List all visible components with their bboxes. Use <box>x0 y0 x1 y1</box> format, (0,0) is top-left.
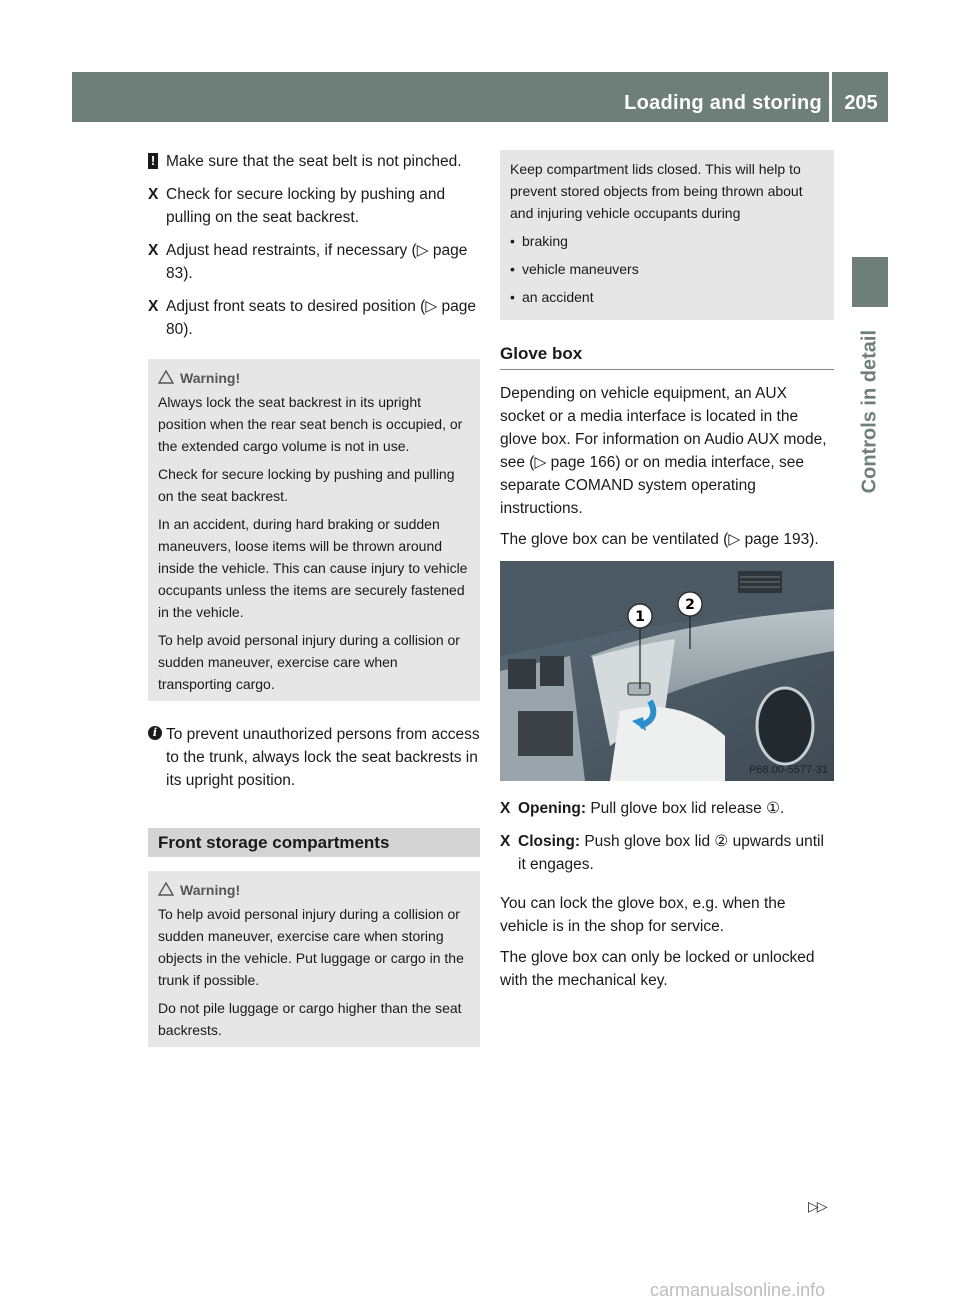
step-arrow-icon: X <box>500 800 511 817</box>
warning-text: To help avoid personal injury during a collision or sudden maneuver, exercise care when transporting cargo. <box>158 632 460 692</box>
callout-2-label: 2 <box>685 597 695 613</box>
step-item: X Opening: Pull glove box lid release ①. <box>500 797 834 820</box>
glove-box-figure <box>500 561 834 781</box>
warning-triangle-icon <box>158 882 174 896</box>
notice-text: Keep compartment lids closed. This will help to prevent stored objects from being thrown about and injuring vehicle occupants during <box>510 161 803 221</box>
warning-heading: Warning! <box>158 367 472 389</box>
glove-box-heading: Glove box <box>500 342 834 370</box>
info-icon: i <box>148 726 162 740</box>
step-item: X Adjust front seats to desired position (▷ page 80). <box>148 295 480 341</box>
warning-box <box>148 359 480 701</box>
step-item: X Check for secure locking by pushing and pulling on the seat backrest. <box>148 183 480 229</box>
warning-text: Always lock the seat backrest in its upright position when the rear seat bench is occupied, or the extended cargo volume is not in use. <box>158 394 463 454</box>
header-divider <box>829 72 832 122</box>
step-arrow-icon: X <box>148 186 159 203</box>
notice-bullet: • braking <box>510 230 824 252</box>
notice-box <box>500 150 834 320</box>
watermark: carmanualsonline.info <box>650 1280 826 1300</box>
header-bar <box>72 72 888 122</box>
section-heading: Front storage compartments <box>148 828 480 857</box>
step-arrow-icon: X <box>148 298 159 315</box>
paragraph: You can lock the glove box, e.g. when the vehicle is in the shop for service. <box>500 895 786 935</box>
paragraph: Depending on vehicle equipment, an AUX socket or a media interface is located in the glove box. For information on Audio AUX mode, see (▷ page 166) or on media interface, see separate COMAND system operating instructions. <box>500 385 827 517</box>
page-number: 205 <box>844 92 878 114</box>
callout-1-label: 1 <box>635 609 645 625</box>
right-column <box>500 150 834 1000</box>
paragraph: The glove box can only be locked or unlocked with the mechanical key. <box>500 949 815 989</box>
caution-note: ! Make sure that the seat belt is not pinched. <box>148 150 480 173</box>
warning-box <box>148 871 480 1047</box>
section-title: Loading and storing <box>624 92 822 114</box>
step-item: X Closing: Push glove box lid ② upwards until it engages. <box>500 830 834 876</box>
warning-text: To help avoid personal injury during a collision or sudden maneuver, exercise care when storing objects in the vehicle. Put luggage or cargo in the trunk if possible. <box>158 906 464 988</box>
left-column <box>148 150 480 1047</box>
warning-text: Do not pile luggage or cargo higher than the seat backrests. <box>158 1000 462 1038</box>
paragraph: The glove box can be ventilated (▷ page 193). <box>500 531 819 548</box>
warning-text: In an accident, during hard braking or sudden maneuvers, loose items will be thrown around inside the vehicle. This can cause injury to vehicle occupants unless the items are securely fastened in the vehicle. <box>158 516 468 620</box>
caution-icon: ! <box>148 153 158 169</box>
warning-text: Check for secure locking by pushing and pulling on the seat backrest. <box>158 466 455 504</box>
step-arrow-icon: X <box>500 833 511 850</box>
step-arrow-icon: X <box>148 242 159 259</box>
step-item: X Adjust head restraints, if necessary (▷ page 83). <box>148 239 480 285</box>
glove-box-illustration <box>500 561 834 781</box>
notice-bullet: • vehicle maneuvers <box>510 258 824 280</box>
warning-heading: Warning! <box>158 879 472 901</box>
info-note: i To prevent unauthorized persons from access to the trunk, always lock the seat backrests in its upright position. <box>148 723 480 792</box>
warning-triangle-icon <box>158 370 174 384</box>
side-tab-marker <box>852 257 888 307</box>
side-tab-label: Controls in detail <box>858 330 881 494</box>
continue-arrows: ▷▷ <box>808 1198 826 1214</box>
figure-code: P68.00-5577-31 <box>749 764 828 776</box>
notice-bullet: • an accident <box>510 286 824 308</box>
